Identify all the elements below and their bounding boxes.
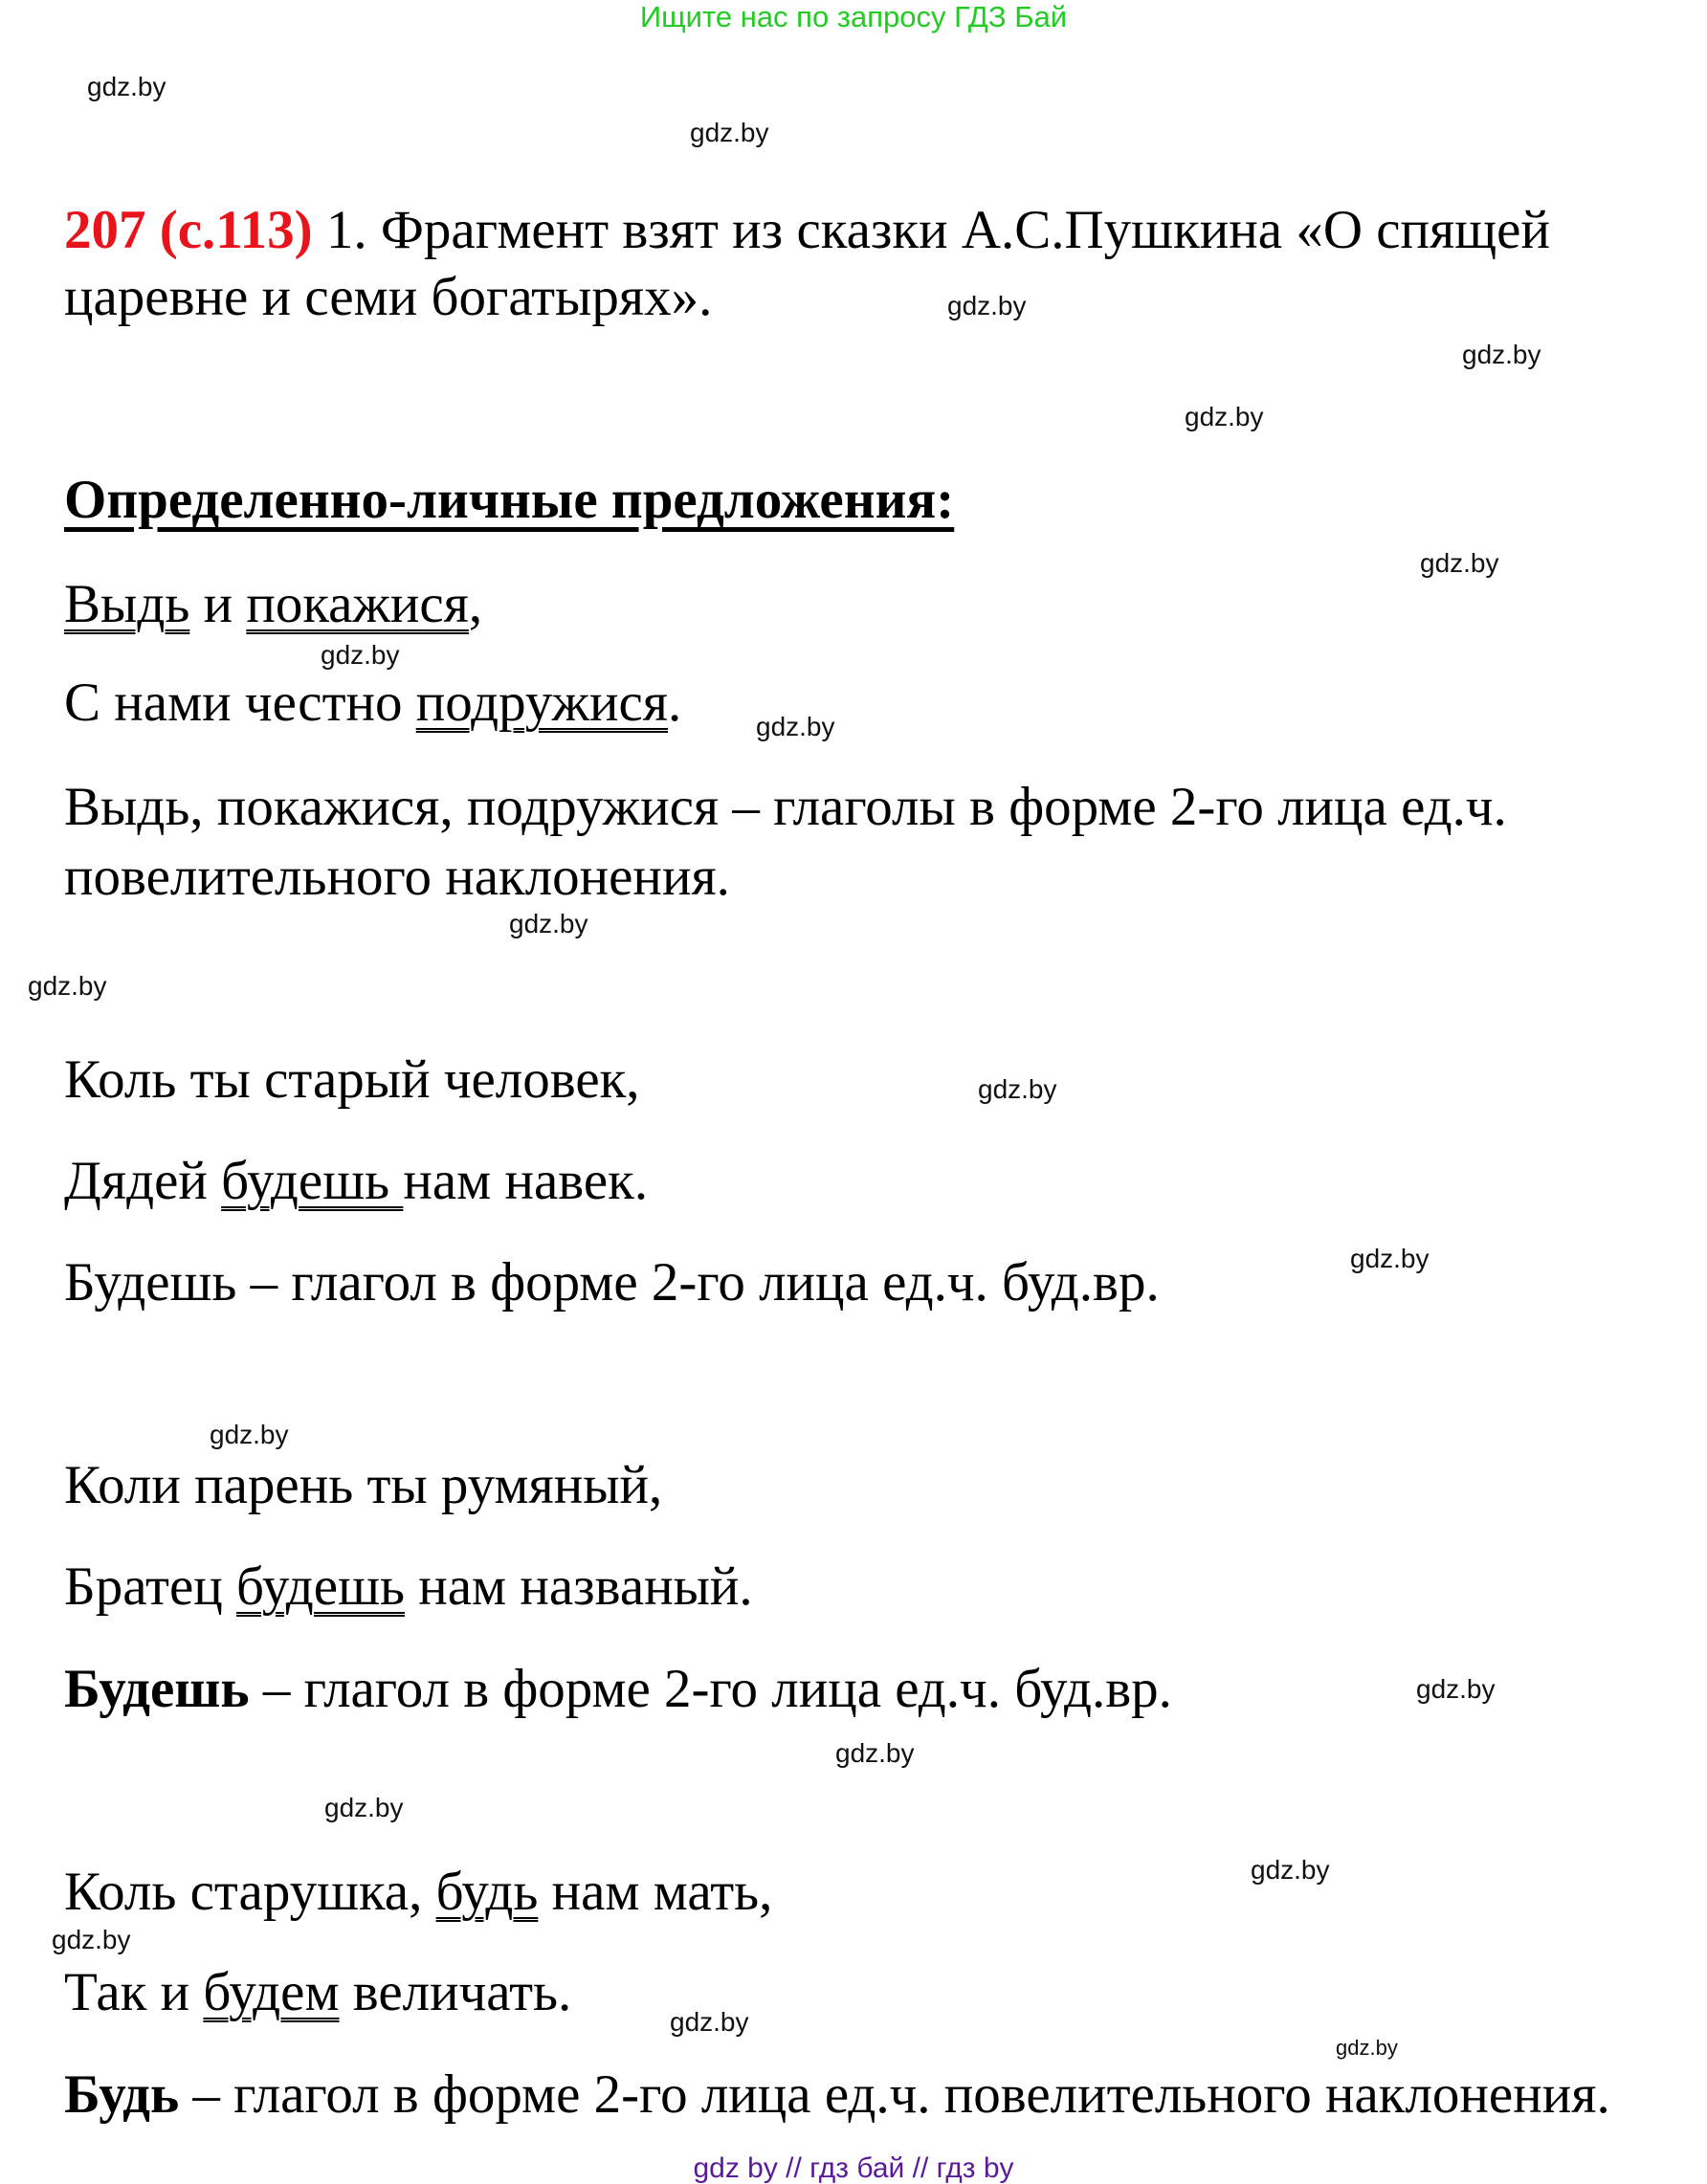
text-line (64, 2066, 1610, 2124)
text-line (64, 1457, 662, 1514)
text-segment: Коли парень ты румяный, (64, 1455, 663, 1515)
text-line (64, 1051, 640, 1109)
watermark: gdz.by (509, 909, 588, 938)
watermark: gdz.by (87, 72, 166, 101)
watermark: gdz.by (1416, 1674, 1496, 1704)
watermark: gdz.by (1185, 402, 1264, 431)
watermark: gdz.by (1462, 340, 1541, 369)
text-segment: – глагол в форме 2-го лица ед.ч. повелительного наклонения. (179, 2064, 1610, 2125)
text-line (64, 472, 954, 529)
text-line (64, 674, 681, 732)
predicate-word: Выдь (64, 574, 190, 634)
watermark: gdz.by (947, 291, 1027, 320)
watermark: gdz.by (670, 2007, 749, 2037)
section-heading: Определенно-личные предложения: (64, 470, 955, 530)
text-segment: нам навек. (403, 1151, 649, 1211)
watermark: gdz.by (835, 1738, 915, 1768)
text-segment: Будь (64, 2064, 180, 2125)
text-line (64, 1661, 1172, 1718)
watermark: gdz.by (28, 971, 107, 1001)
text-segment: , (468, 574, 483, 634)
text-segment: величать. (339, 1962, 572, 2022)
predicate-word: будешь (236, 1556, 405, 1617)
text-segment: Будешь (64, 1659, 250, 1719)
exercise-number: 207 (с.113) (64, 200, 313, 260)
text-segment: – глагол в форме 2-го лица ед.ч. буд.вр. (249, 1659, 1172, 1719)
footer-watermark: gdz by // гдз бай // гдз by (693, 2152, 1014, 2184)
text-segment: Коль ты старый человек, (64, 1049, 640, 1110)
text-segment: С нами честно (64, 673, 416, 733)
text-segment: повелительного наклонения. (64, 847, 730, 907)
text-segment: нам мать, (538, 1862, 773, 1922)
watermark: gdz.by (1336, 2036, 1398, 2060)
search-hint-banner: Ищите нас по запросу ГДЗ Бай (639, 0, 1068, 33)
text-line (64, 1153, 648, 1210)
watermark: gdz.by (1251, 1855, 1330, 1885)
text-line (64, 576, 482, 633)
text-segment: нам названый. (404, 1556, 753, 1617)
text-segment: . (668, 673, 682, 733)
watermark: gdz.by (690, 118, 769, 147)
text-line (64, 1864, 772, 1921)
text-segment: Так и (64, 1962, 204, 2022)
text-line (64, 1254, 1160, 1312)
watermark: gdz.by (321, 640, 400, 670)
text-segment: Дядей (64, 1151, 222, 1211)
text-line (64, 1964, 571, 2021)
watermark: gdz.by (756, 712, 835, 741)
predicate-word: подружися (415, 673, 669, 733)
text-segment: Братец (64, 1556, 237, 1617)
text-line (64, 779, 1507, 836)
text-segment: Коль старушка, (64, 1862, 436, 1922)
text-segment: царевне и семи богатырях». (64, 267, 713, 327)
watermark: gdz.by (1420, 548, 1499, 578)
text-segment: Выдь, покажися, подружися – глаголы в форме 2-го лица ед.ч. (64, 777, 1507, 837)
watermark: gdz.by (210, 1420, 289, 1449)
text-line (64, 849, 730, 906)
predicate-word: будешь (221, 1151, 404, 1211)
text-line (64, 202, 1550, 259)
text-segment: Будешь – глагол в форме 2-го лица ед.ч. буд.вр. (64, 1252, 1160, 1313)
watermark: gdz.by (52, 1925, 131, 1954)
watermark: gdz.by (324, 1793, 404, 1822)
predicate-word: будем (203, 1962, 340, 2022)
watermark: gdz.by (1350, 1244, 1430, 1273)
predicate-word: покажися (246, 574, 469, 634)
watermark: gdz.by (978, 1074, 1057, 1104)
text-line (64, 269, 712, 326)
text-segment: 1. Фрагмент взят из сказки А.С.Пушкина «О спящей (312, 200, 1550, 260)
text-line (64, 1558, 753, 1616)
text-segment: и (189, 574, 247, 634)
predicate-word: будь (435, 1862, 539, 1922)
